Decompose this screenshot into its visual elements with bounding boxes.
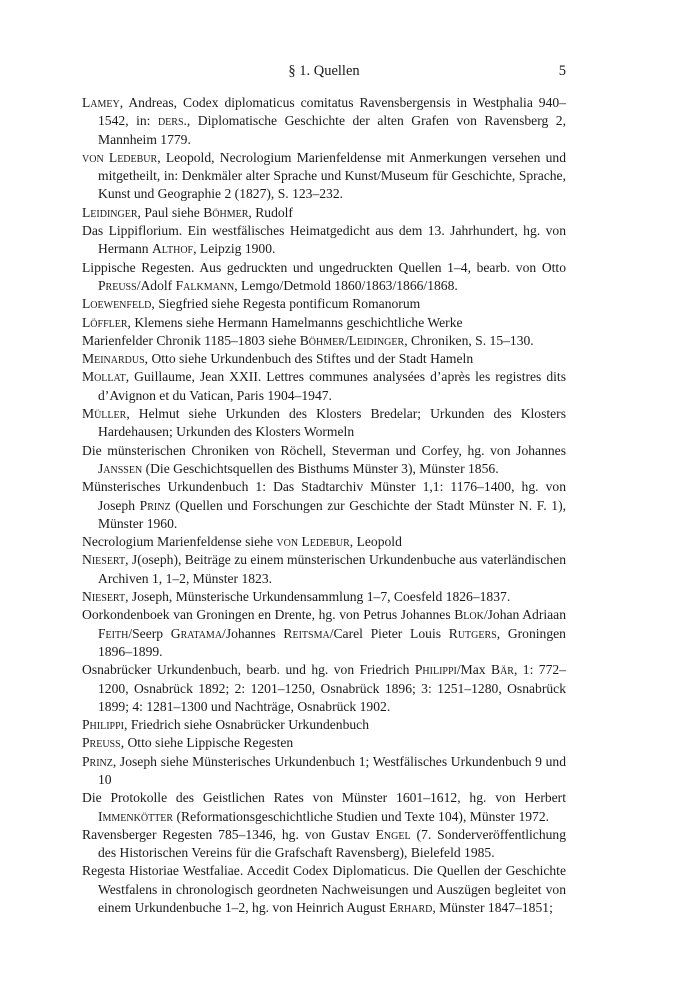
bibliography-entry	[82, 533, 566, 551]
entry-text: /Johannes	[222, 625, 284, 641]
author-name: Lamey	[82, 95, 120, 110]
author-name: Gratama	[170, 625, 223, 641]
author-name: Blok	[454, 607, 484, 623]
entry-text: , Klemens siehe Hermann Hamelmanns geschichtliche Werke	[127, 314, 463, 330]
bibliography-entry	[82, 332, 566, 350]
bibliography-entry	[82, 862, 566, 917]
author-name: Feith	[98, 625, 129, 641]
author-name: Engel	[375, 826, 411, 842]
author-name: Philippi	[82, 717, 125, 733]
entry-text: , Leopold, Necrologium Marienfeldense mit Anmerkungen versehen und mitgetheilt, in: Denkmäler alter Sprache und Kunst/Museum für Geschichte, Sprache, Kunst und Geographie 2 (1827), S. 123–232.	[98, 149, 566, 202]
bibliography-entry	[82, 789, 566, 826]
entry-text: Lippische Regesten. Aus gedruckten und ungedruckten Quellen 1–4, bearb. von Otto	[82, 259, 566, 275]
bibliography-entry	[82, 442, 566, 479]
author-name: Reitsma	[283, 625, 330, 641]
author-name: Erhard	[389, 900, 433, 916]
entry-text: Ravensberger Regesten 785–1346, hg. von Gustav	[82, 826, 376, 842]
entry-text: , Leipzig 1900.	[193, 241, 276, 257]
entry-text: /Adolf	[136, 277, 176, 293]
entry-text: , Siegfried siehe Regesta pontificum Romanorum	[151, 296, 421, 312]
bibliography-entry	[82, 368, 566, 405]
author-name: ders.	[157, 113, 187, 129]
bibliography-entry	[82, 606, 566, 661]
entry-text: , Joseph siehe Münsterisches Urkundenbuch 1; Westfälisches Urkundenbuch 9 und 10	[98, 753, 566, 787]
entry-text: Regesta Historiae Westfaliae. Accedit Codex Diplomaticus. Die Quellen der Geschichte Westfalens in chronologisch geordneten Nachweisungen und Auszügen begleitet von einem Urkundenbuche 1–2, hg. von Heinrich August	[82, 863, 566, 916]
author-name: Philippi	[414, 662, 457, 678]
author-name: von Ledebur	[82, 149, 158, 165]
entry-text: , J(oseph), Beiträge zu einem münsterischen Urkundenbuche aus vaterländischen Archiven 1, 1–2, Münster 1823.	[98, 552, 567, 586]
bibliography-entry	[82, 826, 566, 863]
entry-text: Die Protokolle des Geistlichen Rates von Münster 1601–1612, hg. von Herbert	[82, 790, 566, 806]
author-name: Mollat	[82, 369, 126, 385]
entry-text: /	[344, 332, 349, 348]
bibliography-entry	[82, 753, 566, 790]
bibliography-entry	[82, 478, 566, 533]
author-name: Immenkötter	[98, 808, 174, 824]
author-name: Böhmer	[299, 332, 345, 348]
entry-text: , Diplomatische Geschichte der alten Grafen von Ravensberg 2, Mannheim 1779.	[98, 113, 566, 147]
author-name: Niesert	[82, 552, 126, 568]
entry-text: , Otto siehe Lippische Regesten	[120, 735, 294, 751]
bibliography-entry	[82, 94, 566, 149]
entry-text: (Die Geschichtsquellen des Bisthums Münster 3), Münster 1856.	[142, 460, 499, 476]
bibliography-entry	[82, 222, 566, 259]
entry-text: , Rudolf	[248, 204, 293, 220]
entry-text: Marienfelder Chronik 1185–1803 siehe	[82, 332, 300, 348]
entry-text: Münsterisches Urkundenbuch 1: Das Stadtarchiv Münster 1,1: 1176–1400, hg. von Joseph	[82, 479, 566, 513]
entry-text: , 1: 772–1200, Osnabrück 1892; 2: 1201–1250, Osnabrück 1896; 3: 1251–1280, Osnabrück 1899; 4: 1281–1300 und Nachträge, Osnabrück 1902.	[98, 662, 566, 714]
bibliography-entry	[82, 204, 566, 222]
entry-text: Die münsterischen Chroniken von Röchell, Steverman und Corfey, hg. von Johannes	[82, 442, 566, 458]
entry-text: , Chroniken, S. 15–130.	[404, 332, 534, 348]
entry-text: Das Lippiflorium. Ein westfälisches Heimatgedicht aus dem 13. Jahrhundert, hg. von Hermann	[82, 223, 566, 257]
entry-text: , Joseph, Münsterische Urkundensammlung 1–7, Coesfeld 1826–1837.	[125, 589, 511, 605]
author-name: Müller	[82, 406, 127, 422]
section-title: § 1. Quellen	[288, 63, 360, 79]
entry-text: , Lemgo/Detmold 1860/1863/1866/1868.	[234, 277, 458, 293]
entry-text: (Reformationsgeschichtliche Studien und Texte 104), Münster 1972.	[173, 808, 550, 824]
author-name: Preuss	[98, 277, 137, 293]
author-name: Falkmann	[175, 277, 235, 293]
author-name: Rutgers	[448, 625, 497, 641]
entry-text: , Guillaume, Jean XXII. Lettres communes analysées d’après les registres dits d’Avignon et du Vatican, Paris 1904–1947.	[98, 369, 566, 403]
entry-text: Osnabrücker Urkundenbuch, bearb. und hg. von Friedrich	[82, 662, 415, 678]
entry-text: , Helmut siehe Urkunden des Klosters Bredelar; Urkunden des Klosters Hardehausen; Urkunden des Klosters Wormeln	[98, 406, 566, 440]
entry-text: Oorkondenboek van Groningen en Drente, hg. von Petrus Johannes	[82, 607, 455, 623]
author-name: Janssen	[98, 460, 143, 476]
author-name: von Ledebur	[276, 534, 350, 550]
author-name: Prinz	[139, 497, 171, 513]
bibliography-entry	[82, 314, 566, 332]
entry-text: , Leopold	[349, 534, 402, 550]
entry-text: /Johan Adriaan	[483, 607, 566, 623]
entry-text: , Andreas, Codex diplomaticus comitatus Ravensbergensis in Westphalia 940–1542, in:	[98, 95, 566, 129]
entry-text: (Quellen und Forschungen zur Geschichte der Stadt Münster N. F. 1), Münster 1960.	[98, 497, 566, 531]
bibliography-entry	[82, 405, 566, 442]
author-name: Bär	[491, 662, 514, 678]
entry-text: , Münster 1847–1851;	[432, 900, 553, 916]
author-name: Preuss	[82, 735, 121, 751]
page-number: 5	[558, 63, 566, 79]
author-name: Meinardus	[82, 351, 145, 367]
author-name: Loewenfeld	[82, 296, 152, 312]
entry-text: , Paul siehe	[137, 204, 204, 220]
entry-text: , Friedrich siehe Osnabrücker Urkundenbuch	[124, 717, 370, 733]
entry-text: , Otto siehe Urkundenbuch des Stiftes und der Stadt Hameln	[144, 351, 474, 367]
author-name: Althof	[151, 241, 194, 257]
bibliography-entry	[82, 661, 566, 716]
bibliography-entry	[82, 350, 566, 368]
entry-text: Necrologium Marienfeldense siehe	[82, 534, 277, 550]
entry-text: /Carel Pieter Louis	[329, 625, 449, 641]
bibliography-entry	[82, 588, 566, 606]
bibliography-entry	[82, 734, 566, 752]
running-header	[82, 63, 566, 83]
entry-text: , Groningen 1896–1899.	[98, 625, 566, 659]
bibliography-entry	[82, 295, 566, 313]
author-name: Löffler	[82, 314, 128, 330]
author-name: Leidinger	[348, 332, 405, 348]
entry-text: (7. Sonderveröffentlichung des Historischen Vereins für die Grafschaft Ravensberg), Bielefeld 1985.	[98, 826, 567, 861]
bibliography-entry	[82, 259, 566, 296]
author-name: Niesert	[82, 589, 126, 605]
author-name: Leidinger	[82, 204, 138, 220]
entry-text: /Seerp	[128, 625, 171, 641]
author-name: Böhmer	[203, 204, 249, 220]
bibliography-entry	[82, 149, 566, 204]
bibliography-entry	[82, 551, 566, 588]
entry-text: /Max	[456, 662, 491, 678]
bibliography-list	[82, 94, 566, 917]
bibliography-entry	[82, 716, 566, 734]
author-name: Prinz	[82, 753, 113, 769]
